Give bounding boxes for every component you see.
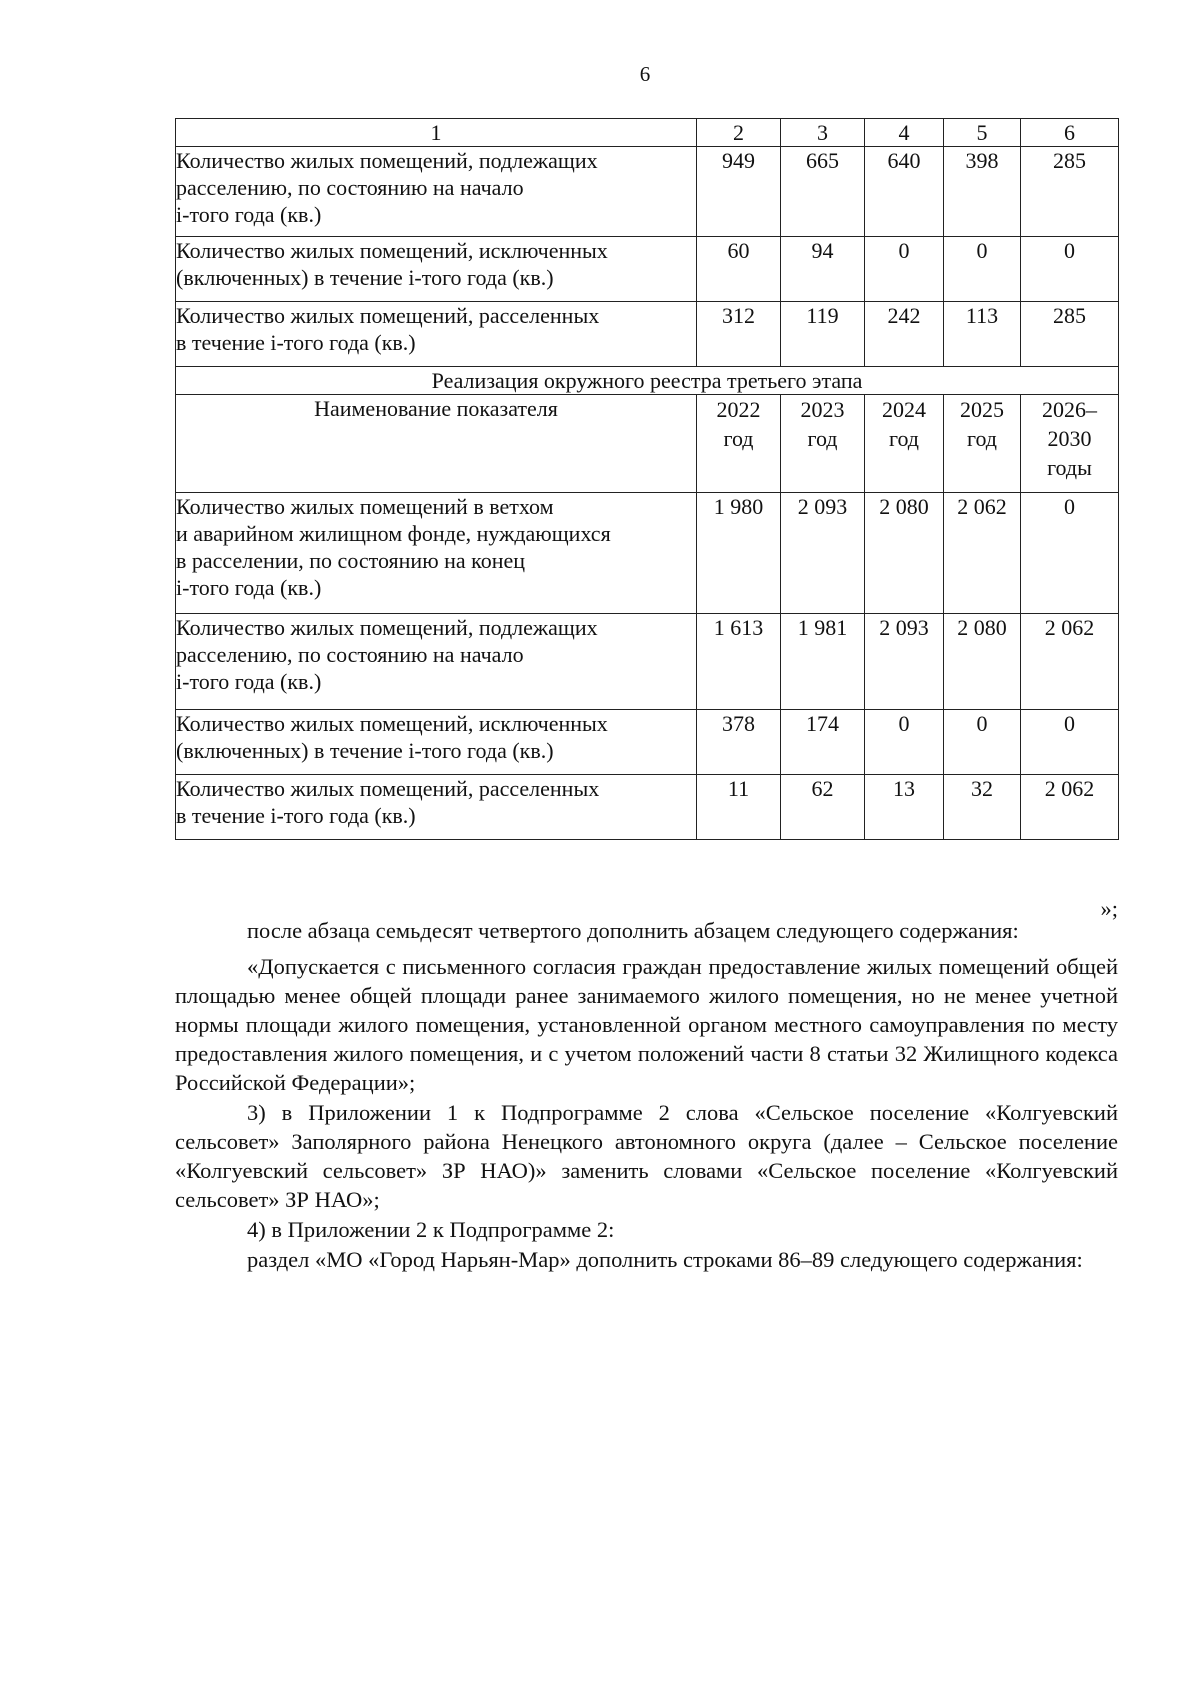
table-row (176, 493, 1119, 614)
value-cell: 2 093 (781, 493, 865, 614)
value-cell: 285 (1021, 302, 1119, 367)
value-cell: 1 613 (697, 614, 781, 710)
section-title-cell: Реализация окружного реестра третьего этапа (176, 367, 1119, 395)
column-number-cell: 4 (865, 119, 944, 147)
indicator-label-cell: Количество жилых помещений, исключенных (включенных) в течение i-того года (кв.) (176, 710, 697, 775)
year-header-cell: 2022 год (697, 395, 781, 493)
value-cell: 0 (1021, 710, 1119, 775)
column-number-cell: 5 (944, 119, 1021, 147)
year-header-cell: 2025 год (944, 395, 1021, 493)
value-cell: 119 (781, 302, 865, 367)
value-cell: 0 (1021, 237, 1119, 302)
year-header-cell: 2026– 2030 годы (1021, 395, 1119, 493)
value-cell: 2 062 (1021, 614, 1119, 710)
value-cell: 32 (944, 775, 1021, 840)
indicator-label-cell: Количество жилых помещений, расселенных в течение i-того года (кв.) (176, 775, 697, 840)
table-row (176, 775, 1119, 840)
value-cell: 242 (865, 302, 944, 367)
indicator-name-header: Наименование показателя (176, 395, 697, 493)
value-cell: 2 080 (944, 614, 1021, 710)
indicator-label-cell: Количество жилых помещений, расселенных в течение i-того года (кв.) (176, 302, 697, 367)
value-cell: 0 (865, 237, 944, 302)
value-cell: 1 980 (697, 493, 781, 614)
value-cell: 94 (781, 237, 865, 302)
value-cell: 0 (944, 237, 1021, 302)
value-cell: 285 (1021, 147, 1119, 237)
value-cell: 2 080 (865, 493, 944, 614)
value-cell: 113 (944, 302, 1021, 367)
value-cell: 378 (697, 710, 781, 775)
paragraph-quoted-text: «Допускается с письменного согласия граждан предоставление жилых помещений общей площадью менее общей площади ранее занимаемого жилого помещения, но не менее учетной нормы площади жилого помещения, установленной органом местного самоуправления по месту предоставления жилого помещения, и с учетом положений части 8 статьи 32 Жилищного кодекса Российской Федерации»; (175, 954, 1118, 1095)
header-row (176, 395, 1119, 493)
value-cell: 0 (944, 710, 1021, 775)
table-row (176, 710, 1119, 775)
value-cell: 312 (697, 302, 781, 367)
indicator-label-cell: Количество жилых помещений в ветхом и аварийном жилищном фонде, нуждающихся в расселении, по состоянию на конец i-того года (кв.) (176, 493, 697, 614)
paragraph-section-addition: раздел «МО «Город Нарьян-Мар» дополнить строками 86–89 следующего содержания: (247, 1247, 1083, 1272)
amendment-text (175, 916, 1118, 1274)
table-row (176, 237, 1119, 302)
indicator-label-cell: Количество жилых помещений, подлежащих расселению, по состоянию на начало i-того года (кв.) (176, 147, 697, 237)
value-cell: 0 (865, 710, 944, 775)
value-cell: 62 (781, 775, 865, 840)
indicator-label-cell: Количество жилых помещений, исключенных (включенных) в течение i-того года (кв.) (176, 237, 697, 302)
table-row (176, 614, 1119, 710)
column-number-cell: 2 (697, 119, 781, 147)
paragraph-insert-instruction: после абзаца семьдесят четвертого дополнить абзацем следующего содержания: (247, 918, 1019, 943)
value-cell: 0 (1021, 493, 1119, 614)
value-cell: 949 (697, 147, 781, 237)
indicator-label-cell: Количество жилых помещений, подлежащих расселению, по состоянию на начало i-того года (кв.) (176, 614, 697, 710)
page-number: 6 (639, 62, 651, 86)
year-header-cell: 2023 год (781, 395, 865, 493)
section-row (176, 367, 1119, 395)
value-cell: 13 (865, 775, 944, 840)
year-header-cell: 2024 год (865, 395, 944, 493)
value-cell: 11 (697, 775, 781, 840)
paragraph-item-4: 4) в Приложении 2 к Подпрограмме 2: (247, 1217, 615, 1242)
table-row (176, 302, 1119, 367)
value-cell: 665 (781, 147, 865, 237)
housing-resettlement-table (175, 118, 1119, 840)
value-cell: 174 (781, 710, 865, 775)
column-number-cell: 1 (176, 119, 697, 147)
value-cell: 60 (697, 237, 781, 302)
value-cell: 2 093 (865, 614, 944, 710)
column-number-cell: 6 (1021, 119, 1119, 147)
value-cell: 2 062 (944, 493, 1021, 614)
column-number-cell: 3 (781, 119, 865, 147)
table-row (176, 147, 1119, 237)
value-cell: 398 (944, 147, 1021, 237)
value-cell: 2 062 (1021, 775, 1119, 840)
paragraph-item-3: 3) в Приложении 1 к Подпрограмме 2 слова «Сельское поселение «Колгуевский сельсовет» Заполярного района Ненецкого автономного округа (далее – Сельское поселение «Колгуевский сельсовет» ЗР НАО)» заменить словами «Сельское поселение «Колгуевский сельсовет» ЗР НАО»; (175, 1100, 1118, 1212)
value-cell: 640 (865, 147, 944, 237)
closing-quote: »; (1100, 896, 1118, 921)
column-number-row (176, 119, 1119, 147)
value-cell: 1 981 (781, 614, 865, 710)
